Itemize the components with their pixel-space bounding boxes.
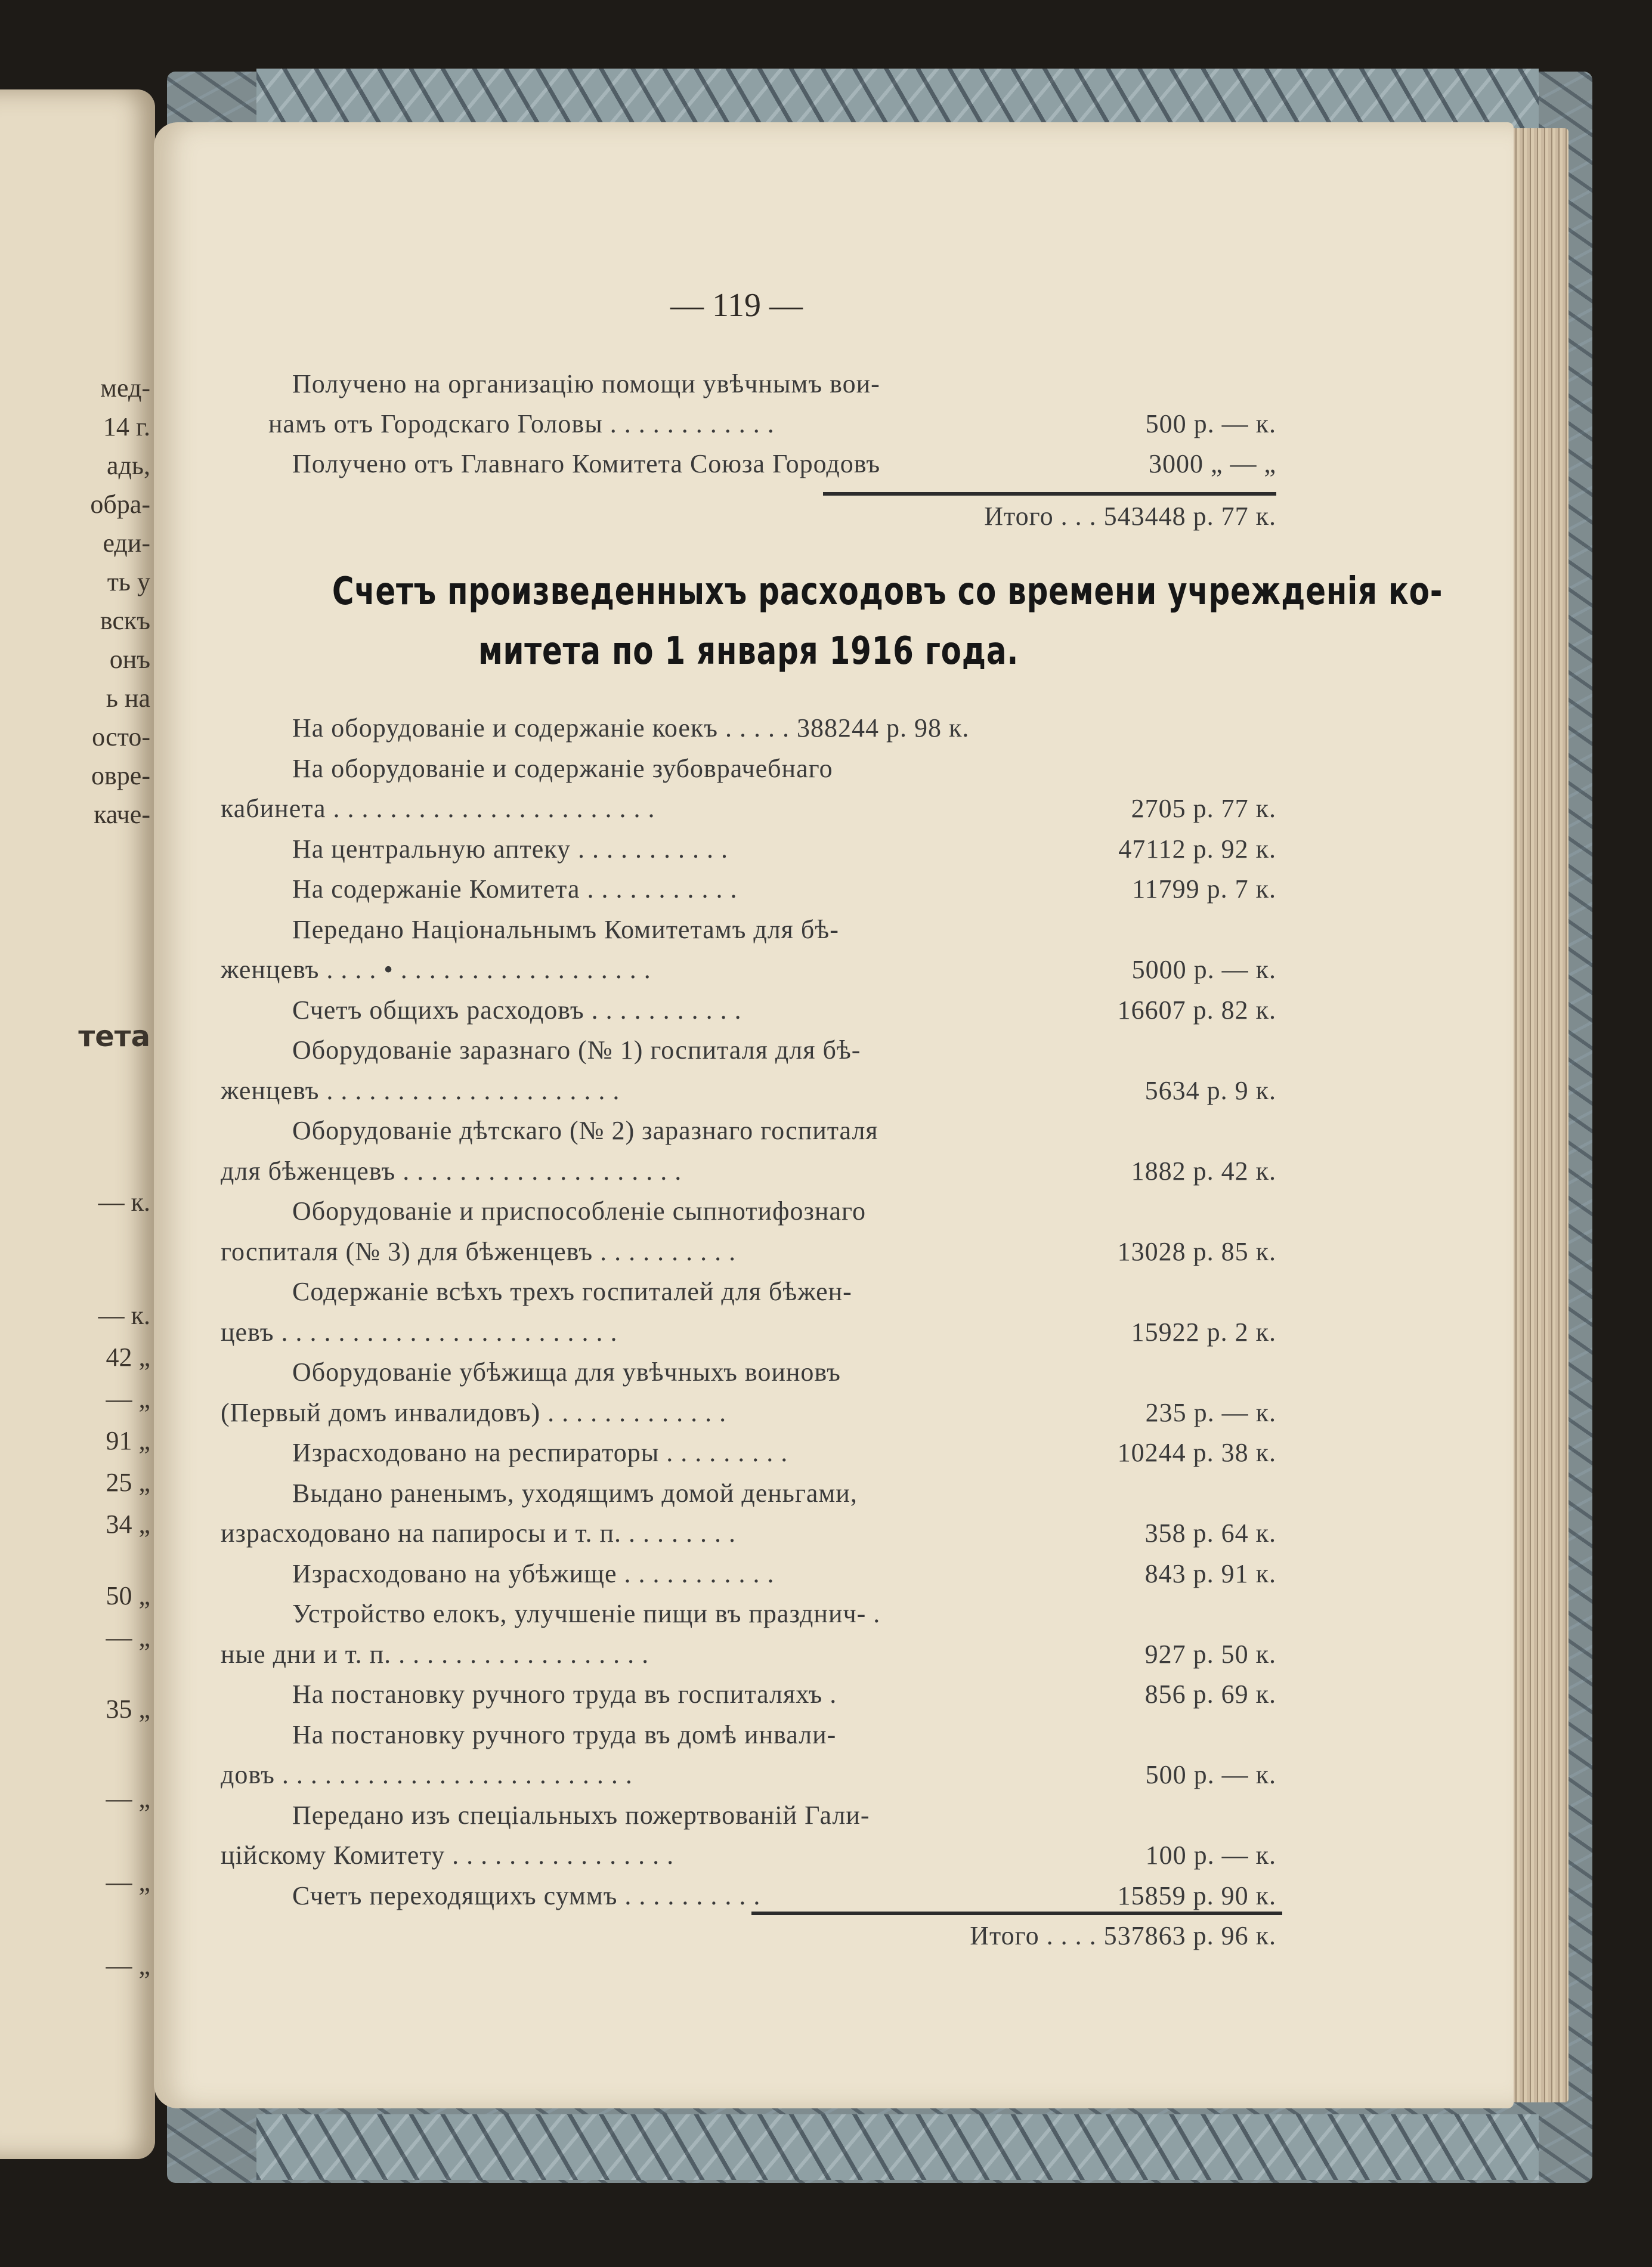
expense-amount: 927 р. 50 к. [1144, 1640, 1276, 1669]
left-fragment: осто- [92, 722, 150, 751]
expense-line: Оборудованіе дѣтскаго (№ 2) заразнаго госпиталя [292, 1116, 878, 1145]
left-fragment: овре- [91, 761, 150, 790]
expense-line: Выдано раненымъ, уходящимъ домой деньгами, [292, 1479, 858, 1508]
expense-amount: 16607 р. 82 к. [1117, 995, 1276, 1025]
left-fragment: мед- [100, 373, 150, 403]
left-fragment: еди- [103, 528, 150, 558]
left-fragment: онъ [109, 645, 150, 674]
left-fragment: 91 „ [106, 1426, 150, 1455]
expense-line: Израсходовано на убѣжище . . . . . . . . . . . [292, 1559, 775, 1588]
expense-amount: 235 р. — к. [1145, 1398, 1276, 1427]
left-fragment: 35 „ [106, 1694, 150, 1724]
expense-amount: 10244 р. 38 к. [1117, 1438, 1276, 1467]
expense-line: женцевъ . . . . . . . . . . . . . . . . . . . . . [221, 1076, 620, 1105]
left-fragment: 14 г. [103, 412, 150, 441]
expense-amount: 856 р. 69 к. [1144, 1680, 1276, 1709]
expense-amount: 47112 р. 92 к. [1118, 834, 1276, 864]
expense-line: ные дни и т. п. . . . . . . . . . . . . . . . . . . [221, 1640, 649, 1669]
intro-line: Получено на организацію помощи увѣчнымъ вои- [292, 369, 880, 398]
left-fragment: — „ [106, 1867, 150, 1897]
expense-amount: 15922 р. 2 к. [1131, 1317, 1276, 1347]
expense-line: (Первый домъ инвалидовъ) . . . . . . . . . . . . . [221, 1398, 727, 1427]
expense-line: цевъ . . . . . . . . . . . . . . . . . . . . . . . . [221, 1317, 618, 1347]
intro-line: намъ отъ Городскаго Головы . . . . . . . . . . . . [268, 409, 775, 438]
expense-amount: 100 р. — к. [1145, 1841, 1276, 1870]
left-fragment: вскъ [100, 606, 150, 635]
left-fragment: 50 „ [106, 1581, 150, 1610]
sum-rule [823, 492, 1276, 496]
expense-line: На центральную аптеку . . . . . . . . . . . [292, 834, 729, 864]
left-fragment: — „ [106, 1951, 150, 1980]
expense-amount: 358 р. 64 к. [1144, 1518, 1276, 1548]
expense-amount: 13028 р. 85 к. [1117, 1237, 1276, 1266]
intro-amount: 500 р. — к. [1145, 409, 1276, 438]
expense-amount: 2705 р. 77 к. [1131, 794, 1276, 823]
left-fragment: 42 „ [106, 1343, 150, 1372]
left-fragment: каче- [94, 800, 150, 829]
left-fragment: обра- [90, 490, 150, 519]
final-sum-rule [751, 1912, 1282, 1915]
left-fragment: адь, [107, 451, 150, 480]
cover-pattern-bottom [256, 2114, 1539, 2180]
expense-line: Устройство елокъ, улучшеніе пищи въ празднич- . [292, 1599, 881, 1628]
expense-amount: 15859 р. 90 к. [1117, 1881, 1276, 1910]
expense-amount: 1882 р. 42 к. [1131, 1156, 1276, 1186]
left-fragment: — к. [98, 1301, 150, 1330]
expense-line: женцевъ . . . . • . . . . . . . . . . . . . . . . . . [221, 955, 651, 984]
expense-amount: 5634 р. 9 к. [1144, 1076, 1276, 1105]
left-fragment: — „ [106, 1623, 150, 1652]
expense-line: На оборудованіе и содержаніе зубоврачебнаго [292, 754, 833, 783]
expense-line: Оборудованіе убѣжища для увѣчныхъ воиновъ [292, 1357, 841, 1387]
left-fragment: — „ [106, 1384, 150, 1414]
expense-line: Содержаніе всѣхъ трехъ госпиталей для бѣжен- [292, 1277, 852, 1306]
left-fragment: ть у [107, 567, 150, 596]
final-total: Итого . . . . 537863 р. 96 к. [970, 1921, 1276, 1950]
expense-line: На оборудованіе и содержаніе коекъ . . . . . 388244 р. 98 к. [292, 713, 970, 743]
left-fragment-heading: тета [78, 1020, 150, 1053]
intro-line: Получено отъ Главнаго Комитета Союза Городовъ [292, 449, 881, 478]
section-heading: Счетъ произведенныхъ расходовъ со времени учрежденія ко- [332, 570, 1443, 614]
expense-line: Счетъ общихъ расходовъ . . . . . . . . . . . [292, 995, 742, 1025]
expense-amount: 843 р. 91 к. [1144, 1559, 1276, 1588]
expense-line: Передано Національнымъ Комитетамъ для бѣ- [292, 915, 839, 944]
expense-line: госпиталя (№ 3) для бѣженцевъ . . . . . . . . . . [221, 1237, 737, 1266]
expense-line: Оборудованіе и приспособленіе сыпнотифознаго [292, 1196, 866, 1226]
expense-line: Оборудованіе заразнаго (№ 1) госпиталя для бѣ- [292, 1035, 861, 1065]
left-fragment: ь на [106, 683, 150, 713]
intro-total: Итого . . . 543448 р. 77 к. [984, 502, 1276, 531]
intro-amount: 3000 „ — „ [1148, 449, 1276, 478]
left-fragment: — к. [98, 1187, 150, 1217]
expense-line: На постановку ручного труда въ госпиталяхъ . [292, 1680, 837, 1709]
expense-line: ційскому Комитету . . . . . . . . . . . . . . . . [221, 1841, 675, 1870]
expense-line: Израсходовано на респираторы . . . . . . . . . [292, 1438, 788, 1467]
expense-line: На постановку ручного труда въ домѣ инвали- [292, 1720, 837, 1749]
left-fragment: — „ [106, 1784, 150, 1813]
expense-line: израсходовано на папиросы и т. п. . . . . . . . . [221, 1518, 736, 1548]
expense-line: Счетъ переходящихъ суммъ . . . . . . . . . . [292, 1881, 761, 1910]
expense-line: На содержаніе Комитета . . . . . . . . . . . [292, 874, 738, 904]
expense-amount: 5000 р. — к. [1131, 955, 1276, 984]
expense-amount: 500 р. — к. [1145, 1760, 1276, 1789]
left-fragment: 25 „ [106, 1468, 150, 1497]
expense-line: Передано изъ спеціальныхъ пожертвованій Гали- [292, 1801, 870, 1830]
expense-amount: 11799 р. 7 к. [1132, 874, 1276, 904]
page-number: — 119 — [670, 287, 803, 324]
expense-line: кабинета . . . . . . . . . . . . . . . . . . . . . . . [221, 794, 655, 823]
expense-line: довъ . . . . . . . . . . . . . . . . . . . . . . . . . [221, 1760, 633, 1789]
section-heading: митета по 1 января 1916 года. [478, 629, 1019, 673]
left-fragment: 34 „ [106, 1510, 150, 1539]
expense-line: для бѣженцевъ . . . . . . . . . . . . . . . . . . . . [221, 1156, 682, 1186]
left-page [0, 89, 155, 2159]
